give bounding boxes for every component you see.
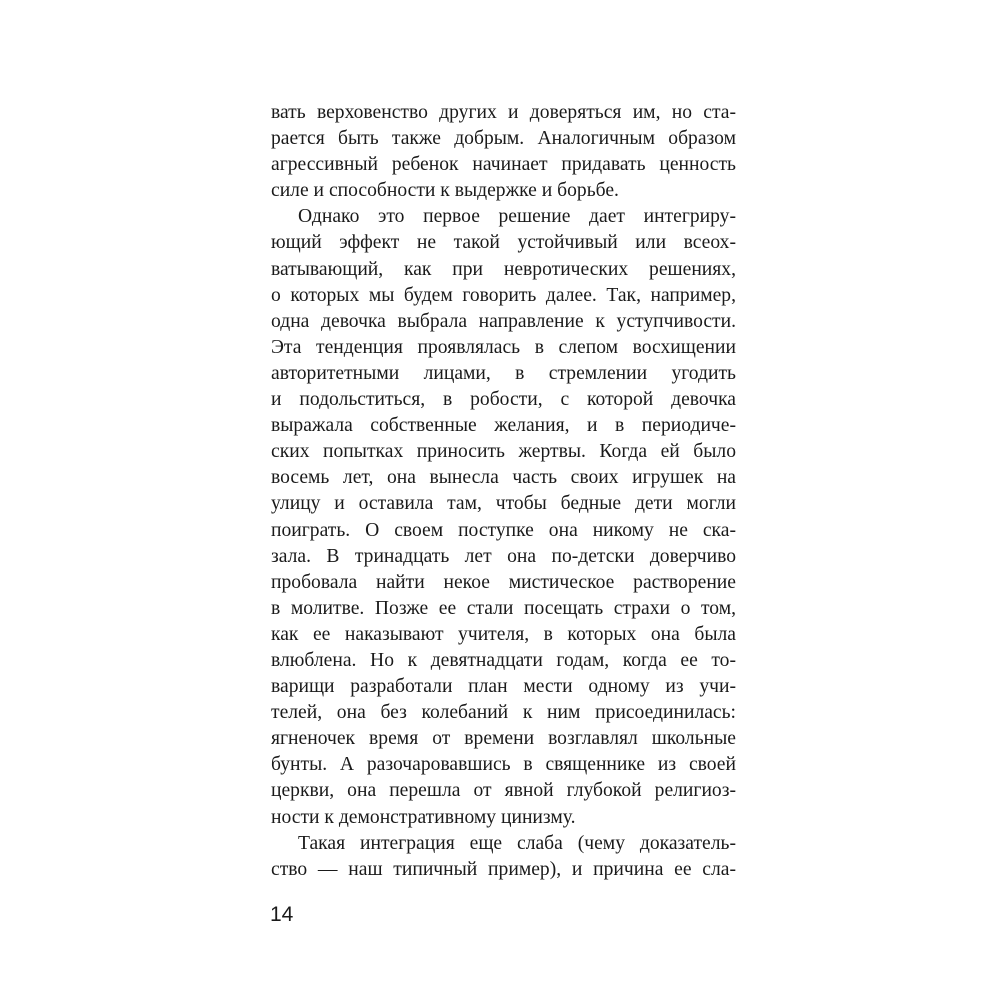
text-line: пробовала найти некое мистическое растворение xyxy=(271,571,736,593)
text-line: вать верховенство других и доверяться им, но ста- xyxy=(271,102,736,123)
text-line: телей, она без колебаний к ним присоединилась: xyxy=(271,702,736,724)
text-line: улицу и оставила там, чтобы бедные дети могли xyxy=(271,493,736,515)
text-line: влюблена. Но к девятнадцати годам, когда ее то- xyxy=(271,649,736,671)
text-line: Однако это первое решение дает интегриру- xyxy=(298,206,736,228)
text-line: в молитве. Позже ее стали посещать страхи о том, xyxy=(271,597,736,619)
text-line: рается быть также добрым. Аналогичным образом xyxy=(271,128,736,150)
text-line: восемь лет, она вынесла часть своих игрушек на xyxy=(271,467,736,489)
text-line: варищи разработали план мести одному из учи- xyxy=(271,676,736,698)
text-line: бунты. А разочаровавшись в священнике из своей xyxy=(271,754,736,776)
text-line: одна девочка выбрала направление к уступчивости. xyxy=(271,310,736,332)
text-line: ватывающий, как при невротических решениях, xyxy=(271,258,736,280)
text-line: церкви, она перешла от явной глубокой религиоз- xyxy=(271,780,736,802)
text-line: зала. В тринадцать лет она по-детски доверчиво xyxy=(271,545,736,567)
page-number: 14 xyxy=(270,903,294,926)
text-line: ство — наш типичный пример), и причина ее сла- xyxy=(271,858,736,880)
body-text xyxy=(271,100,736,883)
text-line: агрессивный ребенок начинает придавать ценность xyxy=(271,154,736,176)
text-line: поиграть. О своем поступке она никому не ска- xyxy=(271,519,736,541)
text-line: Эта тенденция проявлялась в слепом восхищении xyxy=(271,336,736,358)
text-line: авторитетными лицами, в стремлении угодить xyxy=(271,362,736,384)
text-line: выражала собственные желания, и в периодиче- xyxy=(271,415,736,437)
text-line: Такая интеграция еще слаба (чему доказатель- xyxy=(298,832,736,854)
text-line: ности к демонстративному цинизму. xyxy=(271,806,576,828)
text-line: ющий эффект не такой устойчивый или всеох- xyxy=(271,232,736,254)
text-line: ских попытках приносить жертвы. Когда ей было xyxy=(271,441,736,463)
text-line: как ее наказывают учителя, в которых она была xyxy=(271,623,736,645)
text-line: и подольститься, в робости, с которой девочка xyxy=(271,389,736,411)
text-line: силе и способности к выдержке и борьбе. xyxy=(271,180,619,202)
text-line: о которых мы будем говорить далее. Так, например, xyxy=(271,284,736,306)
text-line: ягненочек время от времени возглавлял школьные xyxy=(271,728,736,750)
